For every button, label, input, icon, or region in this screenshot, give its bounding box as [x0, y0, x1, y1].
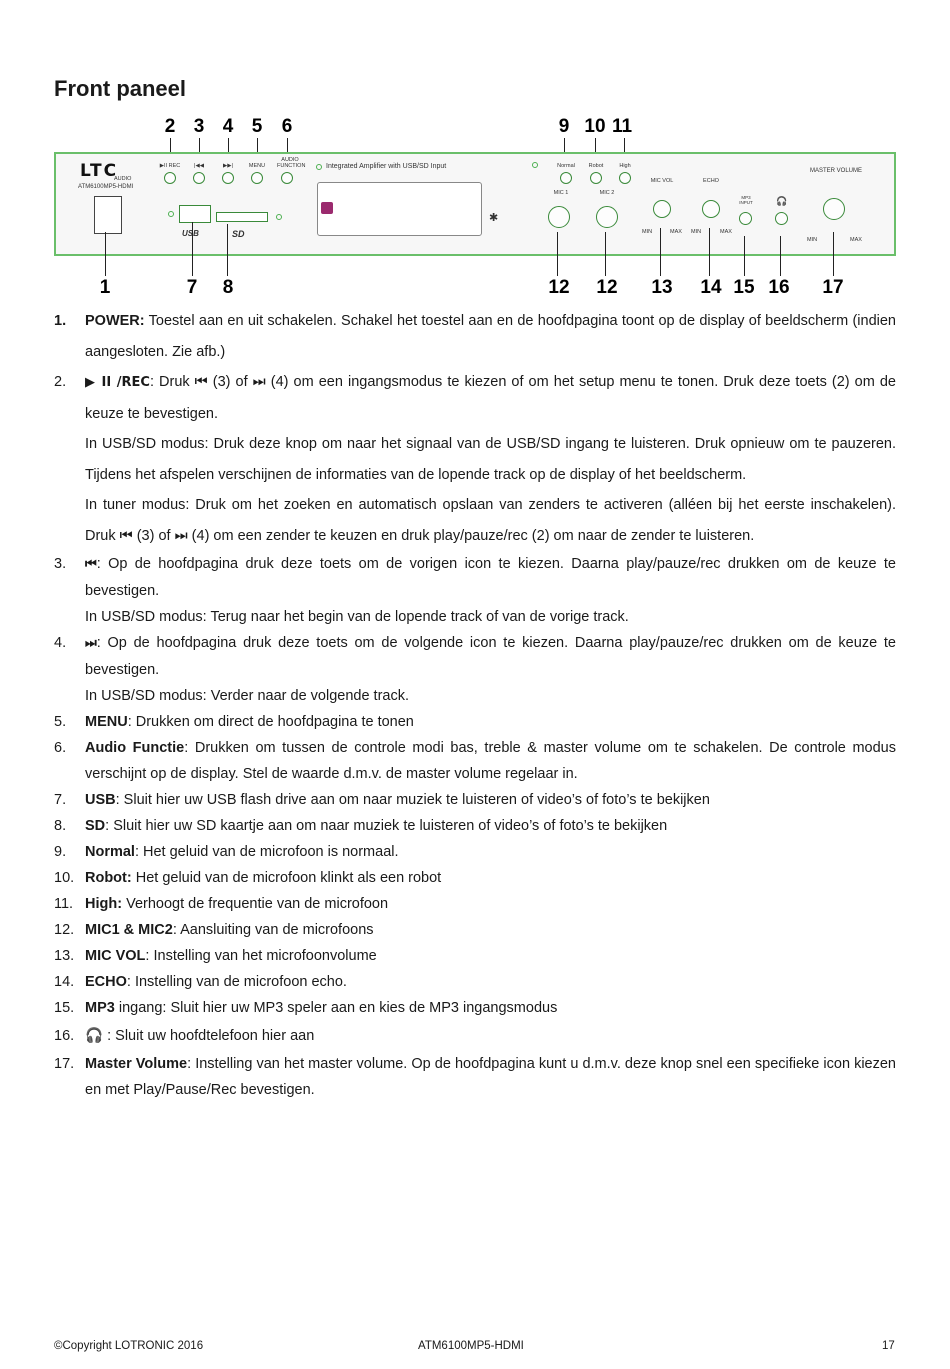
item-term: ▶ II /REC — [85, 375, 150, 390]
item-text: : Op de hoofdpagina druk deze toets om de vorigen icon te kiezen. Daarna play/pauze/rec drukken om de keuze te bevestigen. — [85, 556, 896, 599]
footer-page-number: 17 — [882, 1340, 895, 1352]
list-item — [54, 839, 896, 865]
ltc-logo: LTC — [80, 161, 119, 181]
item-text: : Druk ⏮ (3) of ⏭ (4) om een ingangsmodus te kiezen of om het setup menu te tonen. Druk deze toets (2) om de keuze te bevestigen. — [85, 374, 896, 422]
usb-led — [168, 211, 174, 217]
list-item — [54, 969, 896, 995]
callout-5: 5 — [251, 116, 263, 137]
item-number: 8. — [54, 818, 67, 834]
item-text: : Het geluid van de microfoon is normaal. — [134, 844, 399, 860]
list-item — [54, 813, 896, 839]
list-item — [54, 787, 896, 813]
footer-model: ATM6100MP5-HDMI — [418, 1340, 524, 1352]
item-term: ⏭ — [85, 636, 97, 651]
headphone-icon: 🎧 — [776, 196, 788, 206]
callout-17: 17 — [822, 277, 844, 298]
item-paragraph: In USB/SD modus: Verder naar de volgende track. — [85, 688, 410, 704]
callout-7: 7 — [186, 277, 198, 298]
callout-11: 11 — [611, 116, 633, 137]
leader-line — [105, 232, 106, 276]
headphone-icon: 🎧 — [85, 1028, 104, 1044]
item-text: : Aansluiting van de microfoons — [172, 922, 374, 938]
integrated-amp-label: Integrated Amplifier with USB/SD Input — [326, 163, 447, 170]
next-button[interactable] — [222, 172, 234, 184]
sd-led — [276, 214, 282, 220]
mic1-jack[interactable] — [548, 206, 570, 228]
menu-label: MENU — [248, 163, 266, 169]
item-text: ingang: Sluit hier uw MP3 speler aan en kies de MP3 ingangsmodus — [114, 1000, 558, 1016]
mic1-label: MIC 1 — [553, 190, 569, 196]
item-text: : Sluit hier uw USB flash drive aan om naar muziek te luisteren of video’s of foto’s te bekijken — [115, 792, 710, 808]
leader-line — [660, 228, 661, 276]
mic2-jack[interactable] — [596, 206, 618, 228]
next-label: ▶▶| — [223, 163, 233, 169]
callout-10: 10 — [584, 116, 606, 137]
item-text: : Sluit hier uw SD kaartje aan om naar muziek te luisteren of video’s of foto’s te bekijken — [105, 818, 668, 834]
item-term: ⏮ — [85, 557, 97, 572]
callout-12b: 12 — [596, 277, 618, 298]
item-text: Het geluid van de microfoon klinkt als een robot — [131, 870, 442, 886]
item-term: Master Volume — [85, 1056, 188, 1072]
item-term: MENU — [85, 714, 128, 730]
callout-3: 3 — [193, 116, 205, 137]
sd-label: SD — [232, 229, 245, 239]
item-term: USB — [85, 792, 116, 808]
item-paragraph: In USB/SD modus: Terug naar het begin van de lopende track of van de vorige track. — [85, 609, 629, 625]
callout-6: 6 — [281, 116, 293, 137]
usb-port[interactable] — [179, 205, 211, 223]
item-number: 10. — [54, 870, 75, 886]
list-item — [54, 865, 896, 891]
callout-14: 14 — [700, 277, 722, 298]
item-text: : Drukken om tussen de controle modi bas, treble & master volume om te schakelen. De controle modus verschijnt op de display. Stel de waarde d.m.v. de master volume regelaar in. — [85, 740, 896, 782]
master-max: MAX — [850, 237, 862, 243]
front-panel-figure — [54, 114, 896, 304]
rec-label: ▶II REC — [159, 163, 181, 169]
item-number: 3. — [54, 556, 67, 572]
callout-13: 13 — [651, 277, 673, 298]
item-term: MIC VOL — [85, 948, 146, 964]
description-list — [54, 306, 896, 1103]
mic-vol-knob[interactable] — [653, 200, 671, 218]
list-item — [54, 1021, 896, 1051]
item-number: 13. — [54, 948, 75, 964]
list-item — [54, 995, 896, 1021]
leader-line — [833, 232, 834, 276]
item-text: : Instelling van het master volume. Op de hoofdpagina kunt u d.m.v. deze knop snel een specifieke icon kiezen en met Play/Pause/Rec bevestigen. — [85, 1056, 896, 1098]
device-front-panel — [54, 152, 896, 256]
item-text: Verhoogt de frequentie van de microfoon — [122, 896, 389, 912]
robot-label: Robot — [588, 163, 604, 169]
item-number: 2. — [54, 374, 67, 390]
item-text: : Op de hoofdpagina druk deze toets om de volgende icon te kiezen. Daarna play/pauze/rec drukken om de keuze te bevestigen. — [85, 635, 896, 678]
item-text: Toestel aan en uit schakelen. Schakel het toestel aan en de hoofdpagina toont op de display of beeldscherm (indien aangesloten. Zie afb.) — [85, 313, 896, 360]
item-text: : Instelling van het microfoonvolume — [145, 948, 377, 964]
headphone-jack[interactable] — [775, 212, 788, 225]
leader-line — [227, 224, 228, 276]
item-term: Robot: — [85, 870, 132, 886]
item-term: High: — [85, 896, 123, 912]
normal-label: Normal — [557, 163, 575, 169]
power-button[interactable] — [94, 196, 122, 234]
item-term: ECHO — [85, 974, 127, 990]
list-item — [54, 306, 896, 367]
master-min: MIN — [807, 237, 818, 243]
prev-button[interactable] — [193, 172, 205, 184]
echo-label: ECHO — [703, 178, 719, 184]
item-number: 17. — [54, 1056, 75, 1072]
normal-button[interactable] — [560, 172, 572, 184]
list-item — [54, 943, 896, 969]
echo-max: MAX — [720, 229, 732, 235]
callout-4: 4 — [222, 116, 234, 137]
list-item — [54, 735, 896, 787]
echo-knob[interactable] — [702, 200, 720, 218]
item-text: : Drukken om direct de hoofdpagina te tonen — [127, 714, 414, 730]
master-volume-knob[interactable] — [823, 198, 845, 220]
list-item — [54, 630, 896, 709]
page-title: Front paneel — [54, 76, 187, 101]
play-pause-rec-button[interactable] — [164, 172, 176, 184]
mic-vol-min: MIN — [642, 229, 653, 235]
leader-line — [744, 236, 745, 276]
logo-subtext: AUDIO — [114, 176, 132, 182]
item-text: : Sluit uw hoofdtelefoon hier aan — [103, 1028, 315, 1044]
list-item — [54, 1051, 896, 1103]
item-number: 1. — [54, 313, 67, 329]
item-term: Normal — [85, 844, 135, 860]
callout-1: 1 — [99, 277, 111, 298]
item-number: 12. — [54, 922, 75, 938]
mic-vol-max: MAX — [670, 229, 682, 235]
high-label: High — [619, 163, 631, 169]
item-number: 7. — [54, 792, 67, 808]
echo-min: MIN — [691, 229, 702, 235]
item-term: MP3 — [85, 1000, 115, 1016]
callout-8: 8 — [222, 277, 234, 298]
callout-9: 9 — [558, 116, 570, 137]
menu-button[interactable] — [251, 172, 263, 184]
model-label: ATM6100MP5-HDMI — [78, 184, 134, 190]
leader-line — [709, 228, 710, 276]
callout-16: 16 — [768, 277, 790, 298]
item-term: Audio Functie — [85, 740, 185, 756]
leader-line — [192, 222, 193, 276]
high-button[interactable] — [619, 172, 631, 184]
list-item — [54, 917, 896, 943]
lcd-display — [317, 182, 482, 236]
list-item — [54, 891, 896, 917]
mp3-input-jack[interactable] — [739, 212, 752, 225]
item-number: 11. — [54, 896, 74, 912]
item-number: 15. — [54, 1000, 75, 1016]
item-number: 5. — [54, 714, 67, 730]
item-paragraph: In USB/SD modus: Druk deze knop om naar het signaal van de USB/SD ingang te luisteren. Druk opnieuw om te pauzeren. Tijdens het afspelen verschijnen de informaties van de lopende track op de display of het beeldscherm. — [85, 436, 896, 483]
mp3-input-label: MP3 INPUT — [739, 195, 753, 205]
status-led — [316, 164, 322, 170]
ir-sensor — [321, 202, 333, 214]
callout-2: 2 — [164, 116, 176, 137]
leader-line — [605, 232, 606, 276]
leader-line — [557, 232, 558, 276]
item-term: MIC1 & MIC2 — [85, 922, 173, 938]
callout-12a: 12 — [548, 277, 570, 298]
list-item — [54, 367, 896, 551]
item-number: 14. — [54, 974, 75, 990]
footer-copyright: ©Copyright LOTRONIC 2016 — [54, 1340, 204, 1352]
item-term: SD — [85, 818, 106, 834]
item-text: : Instelling van de microfoon echo. — [126, 974, 347, 990]
item-paragraph: In tuner modus: Druk om het zoeken en automatisch opslaan van zenders te activeren (alléen bij het eerste inschakelen). Druk ⏮ (3) of ⏭ (4) om een zender te keuzen en druk play/pauze/rec (2) om naar de zender te luisteren. — [85, 497, 896, 544]
master-volume-label: MASTER VOLUME — [809, 168, 863, 174]
list-item — [54, 551, 896, 630]
callout-15: 15 — [733, 277, 755, 298]
robot-button[interactable] — [590, 172, 602, 184]
audio-function-label: AUDIO FUNCTION — [277, 157, 306, 169]
item-number: 4. — [54, 635, 67, 651]
leader-line — [780, 236, 781, 276]
mic-vol-label: MIC VOL — [650, 178, 674, 184]
sd-slot[interactable] — [216, 212, 268, 222]
item-number: 6. — [54, 740, 67, 756]
list-item — [54, 709, 896, 735]
mic-led — [532, 162, 538, 168]
bluetooth-icon: ✱ — [489, 212, 499, 224]
prev-label: |◀◀ — [194, 163, 204, 169]
audio-function-button[interactable] — [281, 172, 293, 184]
item-number: 9. — [54, 844, 67, 860]
usb-label: USB — [182, 229, 199, 238]
item-term: POWER: — [85, 313, 145, 329]
item-number: 16. — [54, 1028, 75, 1044]
mic2-label: MIC 2 — [599, 190, 615, 196]
